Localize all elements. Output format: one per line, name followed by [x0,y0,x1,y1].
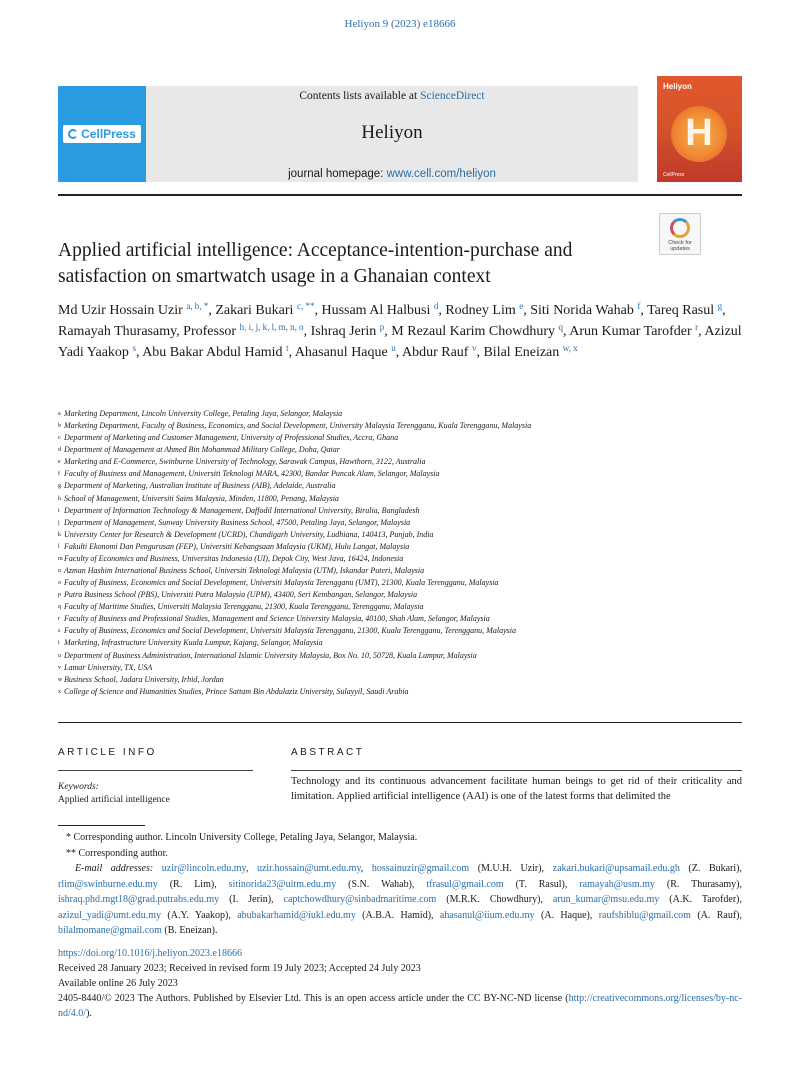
email-owner: (A. Haque), [534,909,599,921]
author-name: Zakari Bukari [215,303,294,318]
affiliation-key: x [58,688,61,695]
affiliation-item [58,601,742,613]
affiliation-key: o [58,580,61,587]
affiliation-item [58,674,742,686]
affiliation-key: p [58,592,61,599]
corresponding-author-note-2: ** Corresponding author. [66,847,168,859]
affiliation-text: Faculty of Business, Economics and Social Development, Universiti Malaysia Terengganu (UMT), 21300, Kuala Terengganu, Malaysia [64,578,499,588]
author-name: Abu Bakar Abdul Hamid [142,345,283,360]
author-affiliation-marker[interactable]: h, i, j, k, l, m, n, o [239,322,304,332]
affiliation-key: c [58,435,61,442]
journal-citation[interactable]: Heliyon 9 (2023) e18666 [344,18,456,30]
affiliation-key: q [58,604,61,611]
author-list: Md Uzir Hossain Uzir $^{a, b, *}$, Zakari Bukari $^{c, **}$, Hussam Al Halbusi $^d$, Rodney Lim $^e$, Siti Norida Wahab $^f$, Tareq Rasul $^g$, Ramayah Thurasamy, Professor $^{h, i, j, k, l, m, n, o}$, Ishraq Jerin $^p$, M Rezaul Karim Chowdhury $^q$, Arun Kumar Tarofder $^r$, Azizul Yadi Yaakop $^s$, Abu Bakar Abdul Hamid $^t$, Ahasanul Haque $^u$, Abdur Rauf $^v$, Bilal Eneizan $^{w, x}$ [58,301,742,360]
affiliation-text: Department of Marketing and Customer Management, University of Professional Studies, Accra, Ghana [64,433,399,443]
affiliation-key: k [58,531,61,538]
email-owner: (S.N. Wahab), [336,878,427,890]
author-affiliation-marker[interactable]: e [519,301,524,311]
author-name: M Rezaul Karim Chowdhury [391,324,555,339]
email-owner: , [360,863,372,874]
affiliation-text: Department of Business Administration, International Islamic University Malaysia, Box No. 10, 50728, Kuala Lumpur, Malaysia [64,650,477,660]
affiliation-item [58,529,742,541]
abstract-heading: ABSTRACT [291,747,365,758]
affiliation-item [58,444,742,456]
affiliation-key: n [58,568,61,575]
license-link[interactable]: http://creativecommons.org/licenses/by-nc-nd/4.0/ [58,993,742,1019]
affiliation-item [58,493,742,505]
email-addresses [58,861,742,939]
author-affiliation-marker[interactable]: q [558,322,563,332]
affiliation-item [58,456,742,468]
affiliation-text: Department of Management at Ahmed Bin Mohammad Military College, Doha, Qatar [64,445,340,455]
affiliation-item [58,577,742,589]
affiliation-key: h [58,495,61,502]
affiliation-key: u [58,652,61,659]
affiliation-item [58,613,742,625]
email-owner: (R. Lim), [157,878,229,890]
affiliation-text: Department of Information Technology & Management, Daffodil International University, Birulia, Bangladesh [64,505,420,515]
journal-name: Heliyon [361,122,423,143]
author-affiliation-marker[interactable]: g [717,301,723,311]
email-link[interactable]: ishraq.phd.mgt18@grad.putrabs.edu.my [58,894,220,905]
affiliation-item [58,541,742,553]
publication-info [58,946,742,1021]
cover-h-letter: H [685,112,713,154]
affiliation-item [58,505,742,517]
author-name: Ramayah Thurasamy, Professor [58,324,237,339]
affiliation-item [58,420,742,432]
journal-cover-image[interactable] [657,76,742,182]
received-dates: Received 28 January 2023; Received in revised form 19 July 2023; Accepted 24 July 2023 [58,963,421,974]
contents-availability: Contents lists available at ScienceDirect [299,90,485,102]
homepage-link[interactable]: www.cell.com/heliyon [386,168,496,180]
article-info-heading: ARTICLE INFO [58,747,157,758]
email-link[interactable]: tfrasul@gmail.com [426,878,504,890]
affiliation-item [58,589,742,601]
abstract-text: Technology and its continuous advancement facilitate human beings to get rid of their criticality and limitation. Applied artificial intelligence (AAI) is one of the latest forms that delimited the [291,776,742,802]
keyword-item: Applied artificial intelligence [58,795,170,805]
email-label: E-mail addresses: [75,863,154,874]
author-name: Azizul Yadi Yaakop [58,324,742,360]
email-owner: (I. Jerin), [219,894,284,905]
author-name: Arun Kumar Tarofder [569,324,692,339]
affiliation-key: f [58,471,60,478]
author-name: Ahasanul Haque [294,345,388,360]
check-updates-label: Check for updates [668,240,692,252]
email-link[interactable]: hossainuzir@gmail.com [371,863,470,874]
article-title: Applied artificial intelligence: Acceptance-intention-purchase and satisfaction on smartwatch usage in a Ghanaian context [58,240,573,287]
abstract-rule [291,770,742,771]
affiliation-text: College of Science and Humanities Studies, Prince Sattam Bin Abdulaziz University, Sulayyil, Saudi Arabia [64,686,409,696]
affiliation-text: Faculty of Business, Economics and Social Development, Universiti Malaysia Terengganu, 21300, Kuala Terengganu, Terengganu, Malaysia [64,626,516,636]
author-name: Rodney Lim [445,303,516,318]
affiliation-text: Azman Hashim International Business School, Universiti Teknologi Malaysia (UTM), Iskandar Puteri, Malaysia [64,566,425,576]
email-link[interactable]: abubakarhamid@iukl.edu.my [237,909,356,921]
footnote-rule [58,825,145,826]
affiliation-text: University Center for Research & Development (UCRD), Chandigarh University, Ludhiana, 140413, Punjab, India [64,529,434,539]
affiliation-text: Department of Marketing, Australian Institute of Business (AIB), Adelaide, Australia [64,481,336,491]
affiliation-text: Faculty of Business and Management, Universiti Teknologi MARA, 42300, Bandar Puncak Alam, Selangor, Malaysia [64,469,440,479]
affiliation-key: v [58,664,61,671]
cellpress-logo[interactable] [58,86,146,182]
affiliation-text: Marketing Department, Lincoln University College, Petaling Jaya, Selangor, Malaysia [64,409,343,418]
author-affiliation-marker[interactable]: s [132,343,136,353]
email-link[interactable]: rlim@swinburne.edu.my [58,878,158,890]
author-affiliation-marker[interactable]: f [637,301,641,311]
keywords-label: Keywords: [58,782,99,792]
author-name: Siti Norida Wahab [530,303,634,318]
affiliation-text: Faculty of Maritime Studies, Universiti Malaysia Terengganu, 21300, Kuala Terengganu, Terengganu, Malaysia [64,602,424,612]
affiliation-text: Putra Business School (PBS), Universiti Putra Malaysia (UPM), 43400, Seri Kembangan, Selangor, Malaysia [64,590,418,600]
affiliation-item [58,468,742,480]
affiliation-key: m [58,555,63,562]
email-owner: (A. Rauf), [690,909,743,921]
author-name: Ishraq Jerin [310,324,377,339]
affiliation-item [58,408,742,420]
affiliation-item [58,637,742,649]
email-owner: (A.B.A. Hamid), [355,909,440,921]
email-owner: , [245,863,257,874]
affiliation-key: r [58,616,60,623]
email-link[interactable]: ahasanul@iium.edu.my [439,909,535,921]
affiliation-text: Faculty of Business and Professional Studies, Management and Science University Malaysia, 40100, Shah Alam, Selangor, Malaysia [64,614,490,624]
affiliation-list [58,408,742,698]
affiliation-key: j [58,519,60,526]
cellpress-logo-mark [63,125,141,143]
affiliation-key: d [58,447,61,454]
affiliation-key: w [58,676,63,683]
author-name: Md Uzir Hossain Uzir [58,303,183,318]
affiliation-item [58,480,742,492]
affiliation-text: Department of Management, Sunway University Business School, 47500, Petaling Jaya, Selangor, Malaysia [64,517,411,527]
affiliation-text: Marketing and E-Commerce, Swinburne University of Technology, Sarawak Campus, Hawthorn, 3122, Australia [64,457,426,467]
email-owner: (T. Rasul), [503,878,580,890]
affiliation-item [58,625,742,637]
author-affiliation-marker[interactable]: t [286,343,289,353]
email-link[interactable]: raufshiblu@gmail.com [598,909,691,921]
email-link[interactable]: azizul_yadi@umt.edu.my [58,909,162,921]
email-link[interactable]: arun_kumar@msu.edu.my [552,894,660,905]
email-owner: (M.U.H. Uzir), [469,863,553,874]
footnotes [58,830,742,939]
author-name: Bilal Eneizan [483,345,560,360]
corresponding-author-note: * Corresponding author. Lincoln University College, Petaling Jaya, Selangor, Malaysia. [66,832,418,843]
email-owner: (Z. Bukari), [679,863,742,874]
email-link[interactable]: ramayah@usm.my [579,878,655,890]
email-owner: (R. Thurasamy), [654,878,742,890]
author-affiliation-marker[interactable]: d [433,301,439,311]
affiliation-item [58,686,742,698]
header-divider [58,194,742,196]
affiliation-item [58,650,742,662]
affiliation-key: b [58,423,61,430]
section-divider [58,722,742,723]
author-affiliation-marker[interactable]: w, x [562,343,578,353]
author-affiliation-marker[interactable]: c, ** [296,301,315,311]
affiliation-item [58,432,742,444]
cellpress-logo-text: CellPress [81,127,136,141]
online-date: Available online 26 July 2023 [58,978,178,989]
email-link[interactable]: captchowdhury@sinbadmaritime.com [283,894,437,905]
cover-publisher: CellPress [663,172,685,178]
cover-title: Heliyon [663,82,692,91]
affiliation-text: Faculty of Economics and Business, Universitas Indonesia (UI), Depok City, West Java, 16424, Indonesia [64,553,404,563]
author-affiliation-marker[interactable]: p [379,322,385,332]
author-name: Abdur Rauf [401,345,469,360]
email-link[interactable]: uzir@lincoln.edu.my [161,863,246,874]
cellpress-glyph-icon [68,129,78,139]
affiliation-key: e [58,459,61,466]
email-owner: (A.Y. Yaakop), [161,909,238,921]
email-owner: (B. Eneizan). [161,925,218,936]
affiliation-key: a [58,411,61,417]
email-link[interactable]: zakari.bukari@upsamail.edu.gh [552,863,680,874]
affiliation-text: Business School, Jadara University, Irbid, Jordan [64,674,224,684]
author-affiliation-marker[interactable]: u [391,343,396,353]
check-for-updates-button[interactable] [659,213,701,255]
sciencedirect-link[interactable]: ScienceDirect [420,90,485,102]
email-owner: (A.K. Tarofder), [659,894,742,905]
email-owner: (M.R.K. Chowdhury), [436,894,553,905]
affiliation-item [58,553,742,565]
doi-link[interactable]: https://doi.org/10.1016/j.heliyon.2023.e18666 [58,948,242,959]
affiliation-item [58,662,742,674]
email-link[interactable]: bilalmomane@gmail.com [58,925,162,936]
affiliation-key: i [58,507,60,514]
author-affiliation-marker[interactable]: v [471,343,477,353]
affiliation-item [58,517,742,529]
author-name: Hussam Al Halbusi [321,303,431,318]
affiliation-text: Marketing, Infrastructure University Kuala Lumpur, Kajang, Selangor, Malaysia [64,638,323,648]
affiliation-key: l [58,543,60,550]
check-updates-icon [670,218,690,238]
author-affiliation-marker[interactable]: a, b, * [186,301,209,311]
affiliation-text: Lamar University, TX, USA [64,662,153,672]
affiliation-key: t [58,640,60,647]
email-link[interactable]: sitinorida23@uitm.edu.my [228,878,337,890]
article-info-rule [58,770,253,771]
affiliation-text: Marketing Department, Faculty of Business, Economics, and Social Development, University Malaysia Terengganu, Kuala Terengganu, Malaysia [64,421,532,431]
license-statement: 2405-8440/© 2023 The Authors. Published by Elsevier Ltd. This is an open access article under the CC BY-NC-ND license (http://creativecommons.org/licenses/by-nc-nd/4.0/). [58,993,742,1019]
affiliation-text: Fakulti Ekonomi Dan Pengurusan (FEP), Universiti Kebangsaan Malaysia (UKM), Hulu Langat, Malaysia [64,541,410,551]
journal-homepage: journal homepage: www.cell.com/heliyon [288,168,496,180]
affiliation-key: g [58,483,61,490]
email-link[interactable]: uzir.hossain@umt.edu.my [256,863,361,874]
author-affiliation-marker[interactable]: r [695,322,699,332]
affiliation-item [58,565,742,577]
affiliation-text: School of Management, Universiti Sains Malaysia, Minden, 11800, Penang, Malaysia [64,493,339,503]
author-name: Tareq Rasul [647,303,715,318]
affiliation-key: s [58,628,61,635]
